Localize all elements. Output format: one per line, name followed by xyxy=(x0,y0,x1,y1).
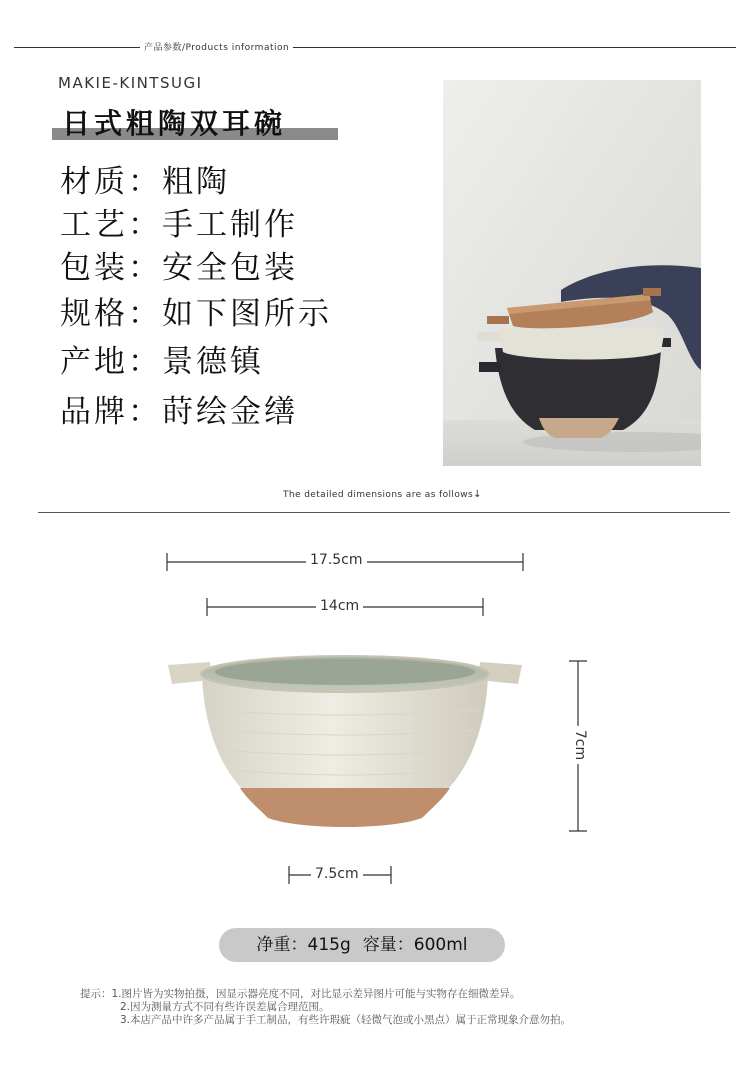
spec-value: 如下图所示 xyxy=(162,296,332,332)
section-header-label: 产品参数/Products information xyxy=(140,40,293,53)
spec-value: 莳绘金缮 xyxy=(162,394,298,430)
spec-value: 安全包装 xyxy=(162,250,298,286)
weight-capacity-badge xyxy=(219,928,505,962)
outer-width-label: 17.5cm xyxy=(306,552,367,568)
base-width-label: 7.5cm xyxy=(311,866,363,882)
product-title: 日式粗陶双耳碗 xyxy=(62,107,287,140)
spec-label: 材质： xyxy=(60,164,162,200)
spec-value: 手工制作 xyxy=(162,207,298,243)
spec-label: 包装： xyxy=(60,250,162,286)
caption-text: The detailed dimensions are as follows xyxy=(283,490,474,500)
spec-value: 粗陶 xyxy=(162,164,230,200)
brand-english: MAKIE-KINTSUGI xyxy=(58,74,203,92)
bowl-illustration xyxy=(160,640,530,840)
weight-text: 净重：415g xyxy=(256,935,351,955)
capacity-text: 容量：600ml xyxy=(362,935,468,955)
height-label: 7cm xyxy=(572,726,588,764)
note-item: 2.因为测量方式不同有些许误差属合理范围。 xyxy=(120,1001,330,1013)
notes-prefix: 提示： xyxy=(80,988,112,1000)
spec-label: 品牌： xyxy=(60,394,162,430)
spec-value: 景德镇 xyxy=(162,344,264,380)
note-item: 1.图片皆为实物拍摄，因显示器亮度不同，对比显示差异图片可能与实物存在细微差异。 xyxy=(111,988,521,1000)
spec-label: 产地： xyxy=(60,344,162,380)
spec-label: 规格： xyxy=(60,296,162,332)
spec-label: 工艺： xyxy=(60,207,162,243)
note-item: 3.本店产品中许多产品属于手工制品，有些许瑕疵（轻微气泡或小黑点）属于正常现象介意勿拍。 xyxy=(120,1014,572,1026)
arrow-down-icon: ↓ xyxy=(473,489,482,500)
notes-block xyxy=(80,988,571,1027)
note-line xyxy=(80,988,571,1001)
inner-width-label: 14cm xyxy=(316,598,363,614)
